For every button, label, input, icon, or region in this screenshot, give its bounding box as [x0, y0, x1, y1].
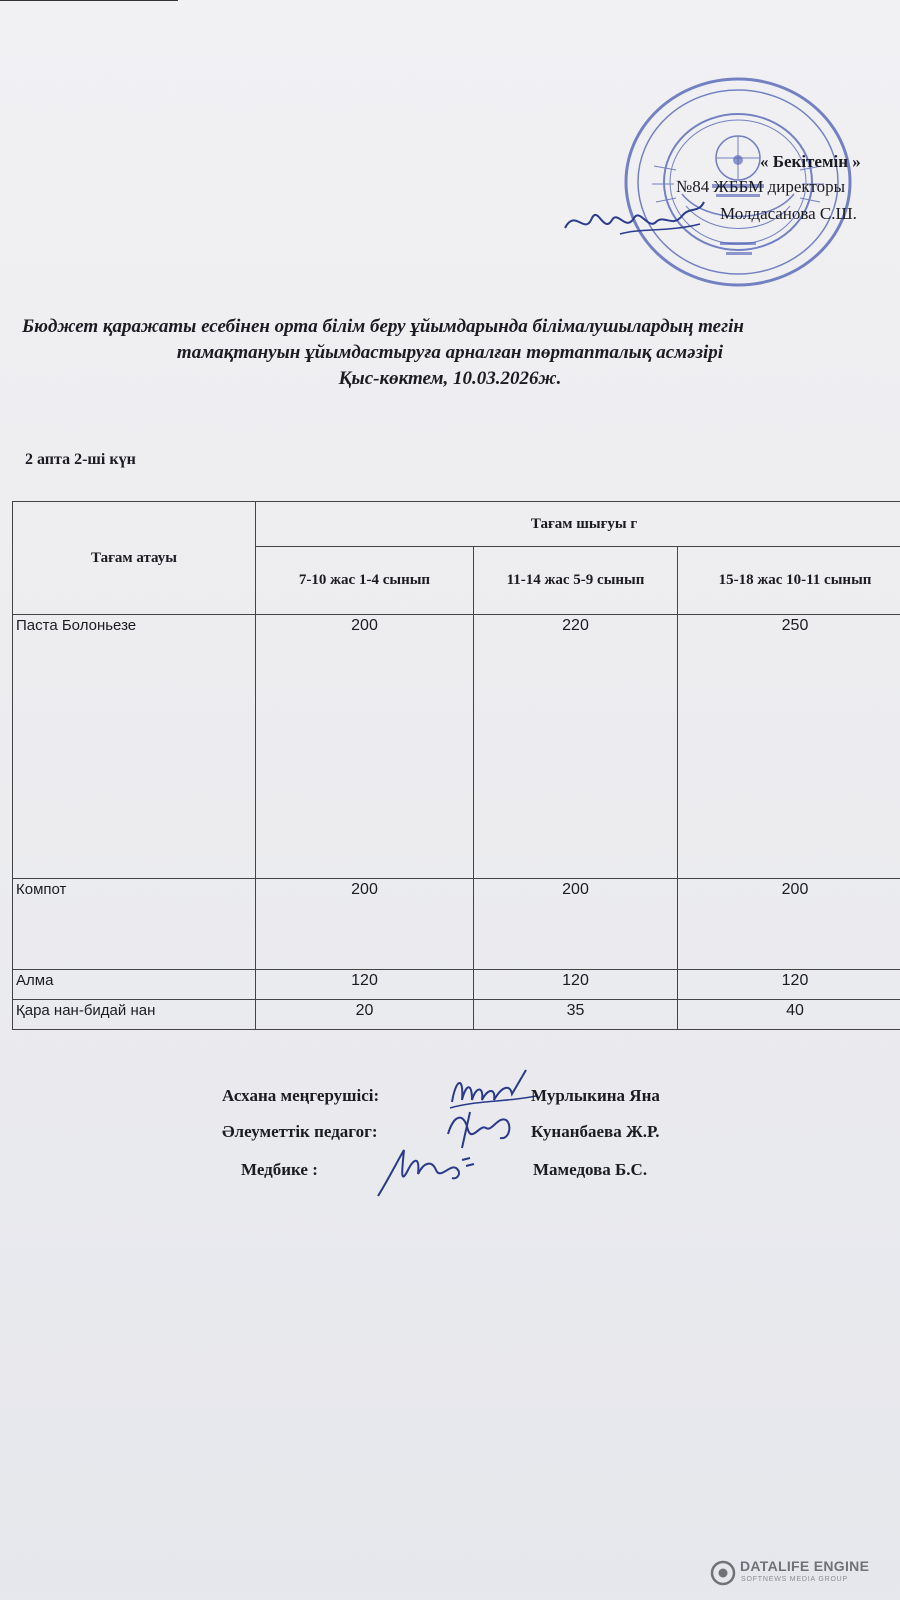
portion-cell: 120	[256, 970, 474, 1000]
portion-cell: 250	[678, 615, 900, 879]
approval-name: Молдаcанова С.Ш.	[720, 204, 857, 223]
social-pedagogue-name: Кунанбаева Ж.Р.	[531, 1122, 660, 1141]
menu-table	[12, 501, 900, 1030]
nurse-name: Мамедова Б.С.	[533, 1160, 648, 1179]
age-header-7-10: 7-10 жас 1-4 сынып	[256, 547, 474, 615]
chef-name: Мурлыкина Яна	[531, 1086, 660, 1105]
week-day-label: 2 апта 2-ші күн	[25, 451, 136, 468]
watermark-subtitle: SOFTNEWS MEDIA GROUP	[741, 1576, 849, 1583]
eye-logo-icon	[710, 1560, 736, 1586]
document-heading-line-3: Қыс-көктем, 10.03.2026ж.	[338, 368, 562, 389]
social-pedagogue-label: Әлеуметтік педагог:	[222, 1122, 378, 1141]
portion-cell: 200	[678, 879, 900, 970]
dish-name-cell: Қара нан-бидай нан	[13, 1000, 256, 1030]
table-row	[13, 615, 900, 879]
chef-label: Асхана меңгерушісі:	[222, 1086, 380, 1105]
signature-line	[0, 0, 178, 1]
approval-title: « Бекітемін »	[760, 152, 861, 171]
table-row	[13, 970, 900, 1000]
table-row	[13, 879, 900, 970]
portion-cell: 40	[678, 1000, 900, 1030]
dish-name-header: Тағам атауы	[13, 502, 256, 615]
approval-role: №84 ЖББМ директоры	[676, 177, 846, 196]
portion-cell: 200	[474, 879, 678, 970]
nurse-label: Медбике :	[241, 1160, 318, 1179]
portion-cell: 120	[678, 970, 900, 1000]
age-header-11-14: 11-14 жас 5-9 сынып	[474, 547, 678, 615]
portion-cell: 120	[474, 970, 678, 1000]
portion-cell: 20	[256, 1000, 474, 1030]
portion-cell: 35	[474, 1000, 678, 1030]
watermark-logo	[710, 1556, 895, 1592]
table-row	[13, 1000, 900, 1030]
dish-name-cell: Алма	[13, 970, 256, 1000]
portion-cell: 200	[256, 615, 474, 879]
dish-name-cell: Паста Болоньезе	[13, 615, 256, 879]
portion-group-header: Тағам шығуы г	[256, 502, 900, 547]
dish-name-cell: Компот	[13, 879, 256, 970]
portion-cell: 200	[256, 879, 474, 970]
document-heading-line-2: тамақтануын ұйымдастыруға арналған төртапталық асмәзірі	[176, 342, 724, 363]
watermark-title: DATALIFE ENGINE	[740, 1558, 870, 1574]
portion-cell: 220	[474, 615, 678, 879]
age-header-15-18: 15-18 жас 10-11 сынып	[678, 547, 900, 615]
nurse-handwritten-signature	[374, 1140, 484, 1206]
document-heading-line-1: Бюджет қаражаты есебінен орта білім беру ұйымдарында білімалушылардың тегін	[22, 316, 744, 337]
director-handwritten-signature	[560, 188, 710, 248]
